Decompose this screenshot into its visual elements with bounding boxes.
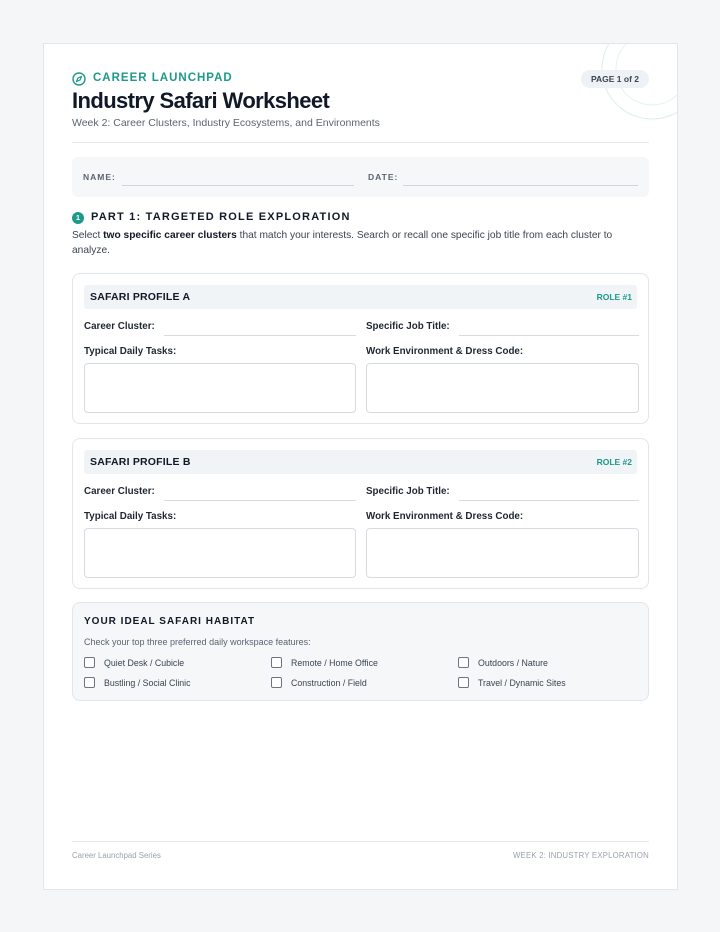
footer-week: WEEK 2: INDUSTRY EXPLORATION [512, 851, 649, 860]
career-cluster-field[interactable] [164, 335, 356, 336]
page-subtitle: Week 2: Career Clusters, Industry Ecosystems, and Environments [72, 117, 380, 129]
work-environment-box[interactable] [366, 363, 639, 413]
brand-name: CAREER LAUNCHPAD [93, 72, 233, 84]
role-badge: ROLE #1 [596, 292, 632, 302]
safari-profile-card-b [72, 438, 649, 589]
checkbox[interactable] [84, 657, 95, 668]
daily-tasks-box[interactable] [84, 528, 356, 578]
compass-icon [72, 72, 86, 86]
checkbox[interactable] [458, 657, 469, 668]
checkbox[interactable] [271, 657, 282, 668]
job-title-label: Specific Job Title: [366, 321, 450, 332]
career-cluster-label: Career Cluster: [84, 321, 155, 332]
career-cluster-field[interactable] [164, 500, 356, 501]
header-divider [72, 142, 649, 143]
date-label: DATE: [368, 172, 399, 182]
job-title-label: Specific Job Title: [366, 486, 450, 497]
brand-row [72, 71, 649, 89]
daily-tasks-box[interactable] [84, 363, 356, 413]
checkbox[interactable] [458, 677, 469, 688]
footer-divider [72, 841, 649, 842]
habitat-title: YOUR IDEAL SAFARI HABITAT [84, 616, 256, 627]
work-environment-box[interactable] [366, 528, 639, 578]
part1-description: Select two specific career clusters that match your interests. Search or recall one specific job title from each cluster to analyze. [72, 230, 613, 256]
worksheet-page [43, 43, 678, 890]
name-date-bar [72, 157, 649, 197]
profile-title: SAFARI PROFILE B [90, 456, 191, 468]
work-environment-label: Work Environment & Dress Code: [366, 346, 524, 357]
option-label: Outdoors / Nature [478, 658, 548, 668]
checkbox[interactable] [271, 677, 282, 688]
job-title-field[interactable] [459, 500, 639, 501]
habitat-instructions: Check your top three preferred daily workspace features: [84, 637, 311, 647]
profile-header [84, 285, 637, 309]
daily-tasks-label: Typical Daily Tasks: [84, 346, 177, 357]
name-field[interactable] [122, 185, 354, 186]
option-label: Remote / Home Office [291, 658, 378, 668]
option-label: Construction / Field [291, 678, 367, 688]
job-title-field[interactable] [459, 335, 639, 336]
career-cluster-label: Career Cluster: [84, 486, 155, 497]
option-label: Travel / Dynamic Sites [478, 678, 566, 688]
date-field[interactable] [403, 185, 638, 186]
part1-description-emphasis: two specific career clusters [103, 230, 237, 241]
profile-title: SAFARI PROFILE A [90, 291, 191, 303]
profile-header [84, 450, 637, 474]
daily-tasks-label: Typical Daily Tasks: [84, 511, 177, 522]
name-label: NAME: [83, 172, 116, 182]
checkbox[interactable] [84, 677, 95, 688]
page-title: Industry Safari Worksheet [72, 88, 330, 113]
option-label: Quiet Desk / Cubicle [104, 658, 185, 668]
safari-profile-card-a [72, 273, 649, 424]
part1-number-badge: 1 [72, 212, 84, 224]
footer-series: Career Launchpad Series [72, 851, 161, 860]
work-environment-label: Work Environment & Dress Code: [366, 511, 524, 522]
part1-title: PART 1: TARGETED ROLE EXPLORATION [91, 211, 351, 223]
role-badge: ROLE #2 [596, 457, 632, 467]
page-indicator: PAGE 1 of 2 [581, 70, 649, 88]
ideal-habitat-section [72, 602, 649, 701]
option-label: Bustling / Social Clinic [104, 678, 191, 688]
